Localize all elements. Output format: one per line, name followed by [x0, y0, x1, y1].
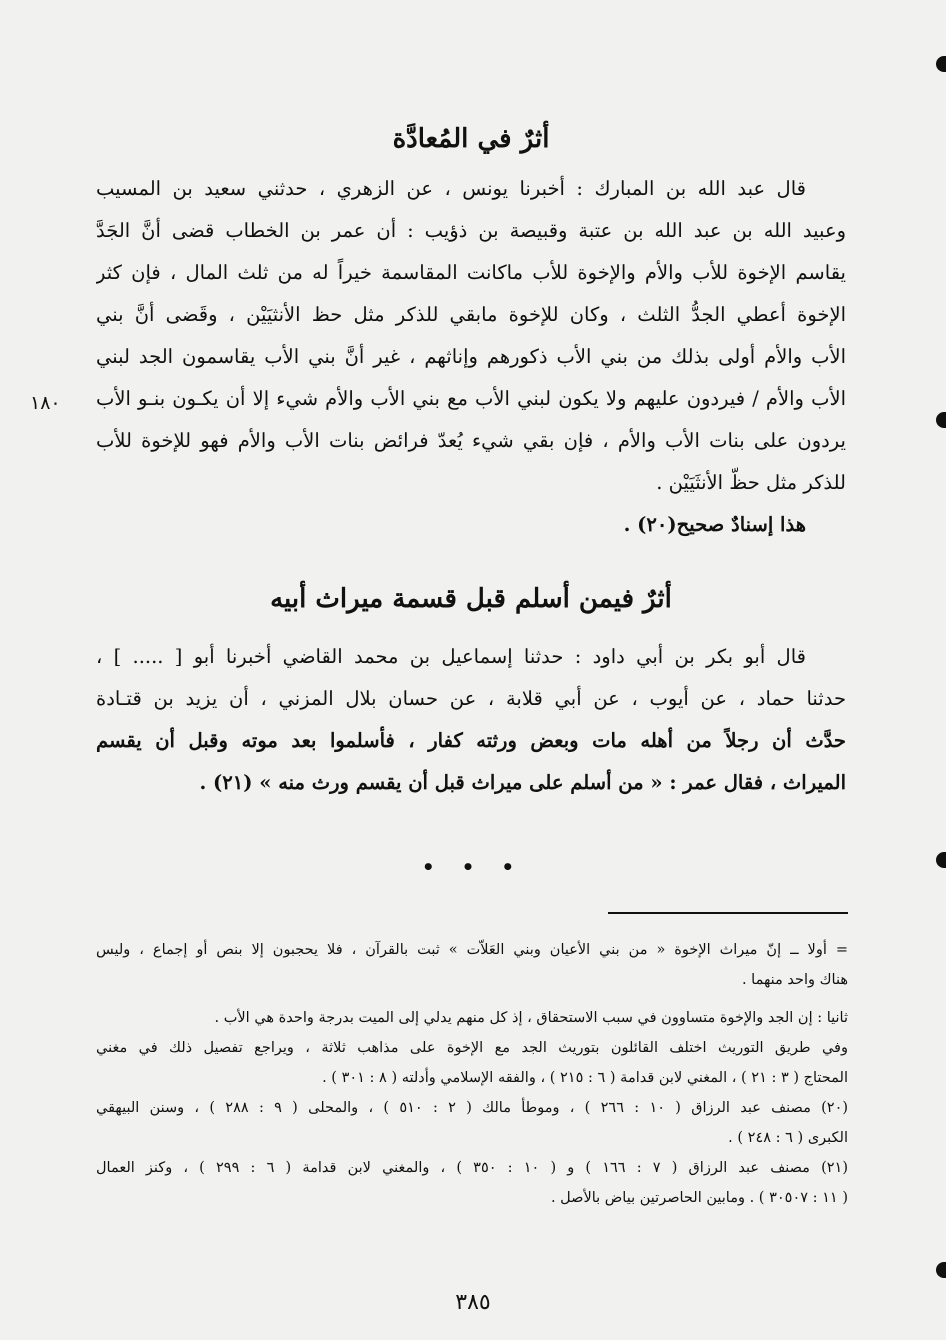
footnote-20 — [96, 1093, 848, 1153]
scan-edge-mark — [936, 852, 946, 868]
footnote-line: (٢١) مصنف عبد الرزاق ( ٧ : ١٦٦ ) و ( ١٠ : ٣٥٠ ) ، والمغني لابن قدامة ( ٦ : ٢٩٩ ) ، وكنز العمال — [96, 1160, 848, 1176]
section-2-body — [96, 636, 846, 804]
body-line: يقاسم الإخوة للأب والأم والإخوة للأب ماكانت المقاسمة خيراً له من ثلث المال ، فإن كثر — [96, 261, 846, 284]
footnote-line: (٢٠) مصنف عبد الرزاق ( ١٠ : ٢٦٦ ) ، وموطأ مالك ( ٢ : ٥١٠ ) ، والمحلى ( ٩ : ٢٨٨ ) ، وسنن البيهقي — [96, 1100, 848, 1116]
footnote — [96, 935, 848, 995]
body-line: الأب والأم أولى بذلك من بني الأب ذكورهم وإناثهم ، غير أنَّ بني الأب يقاسمون الجد لبني — [96, 345, 846, 368]
body-line: الإخوة أعطي الجدُّ الثلث ، وكان للإخوة مابقي للذكر مثل حظ الأنثيَيْن ، وقَضى أنَّ بني — [96, 303, 846, 326]
footnote-line: ( ١١ : ٣٠٥٠٧ ) . ومابين الحاصرتين بياض بالأصل . — [550, 1190, 848, 1206]
footnotes — [96, 935, 848, 1213]
body-line: الميراث ، فقال عمر : « من أسلم على ميراث قبل أن يقسم ورث منه » (٢١) . — [199, 771, 846, 794]
footnote — [96, 1033, 848, 1093]
body-line: للذكر مثل حظّ الأنثَيَيْن . — [656, 471, 846, 494]
isnad-statement: هذا إسنادٌ صحيح(٢٠) . — [623, 513, 806, 536]
body-line: الأب والأم / فيردون عليهم ولا يكون لبني الأب مع بني الأب والأم شيء إلا أن يكـون بنـو الأب — [96, 387, 846, 410]
section-1-body — [96, 168, 846, 546]
section-separator: • • • — [421, 855, 525, 879]
footnote-line: المحتاج ( ٣ : ٢١ ) ، المغني لابن قدامة ( ٦ : ٢١٥ ) ، والفقه الإسلامي وأدلته ( ٨ : ٣٠١ ) . — [322, 1070, 848, 1086]
body-line: حدَّث أن رجلاً من أهله مات وبعض ورثته كفار ، فأسلموا بعد موته وقبل أن يقسم — [96, 729, 846, 752]
footnote-line: ثانيا : إن الجد والإخوة متساوون في سبب الاستحقاق ، إذ كل منهم يدلي إلى الميت بدرجة واحدة هي الأب . — [214, 1010, 848, 1026]
footnote-line: = أولا ــ إنّ ميراث الإخوة « من بني الأعيان وبني العَلاّت » ثبت بالقرآن ، فلا يحجبون إلا بنص أو إجماع ، وليس — [96, 942, 848, 958]
body-line: حدثنا حماد ، عن أيوب ، عن أبي قلابة ، عن حسان بلال المزني ، أن يزيد بن قتـادة — [96, 687, 846, 710]
body-line: وعبيد الله بن عبد الله بن عتبة وقبيصة بن ذؤيب : أن عمر بن الخطاب قضى أنَّ الجَدَّ — [96, 219, 846, 242]
section-title-muaadda: أثرٌ في المُعادَّة — [392, 124, 550, 154]
page-number: ٣٨٥ — [455, 1290, 491, 1315]
footnote-line: هناك واحد منهما . — [741, 972, 848, 988]
footnote-line: الكبرى ( ٦ : ٢٤٨ ) . — [728, 1130, 848, 1146]
body-line: قال عبد الله بن المبارك : أخبرنا يونس ، عن الزهري ، حدثني سعيد بن المسيب — [96, 177, 806, 200]
footnote-line: وفي طريق التوريث اختلف القائلون بتوريث الجد مع الإخوة على مذاهب ثلاثة ، ويراجع تفصيل ذلك في مغني — [96, 1040, 848, 1056]
footnote-21 — [96, 1153, 848, 1213]
scan-edge-mark — [936, 56, 946, 72]
scan-edge-mark — [936, 1262, 946, 1278]
body-line: يردون على بنات الأب والأم ، فإن بقي شيء يُعدّ فرائض بنات الأب والأم فهو للإخوة للأب — [96, 429, 846, 452]
margin-folio-number: ١٨٠ — [30, 392, 61, 414]
body-line: قال أبو بكر بن أبي داود : حدثنا إسماعيل بن محمد القاضي أخبرنا أبو [ ..... ] ، — [96, 645, 806, 668]
footnote-divider — [608, 912, 848, 914]
section-title-inheritance: أثرٌ فيمن أسلم قبل قسمة ميراث أبيه — [270, 584, 672, 614]
scan-edge-mark — [936, 412, 946, 428]
